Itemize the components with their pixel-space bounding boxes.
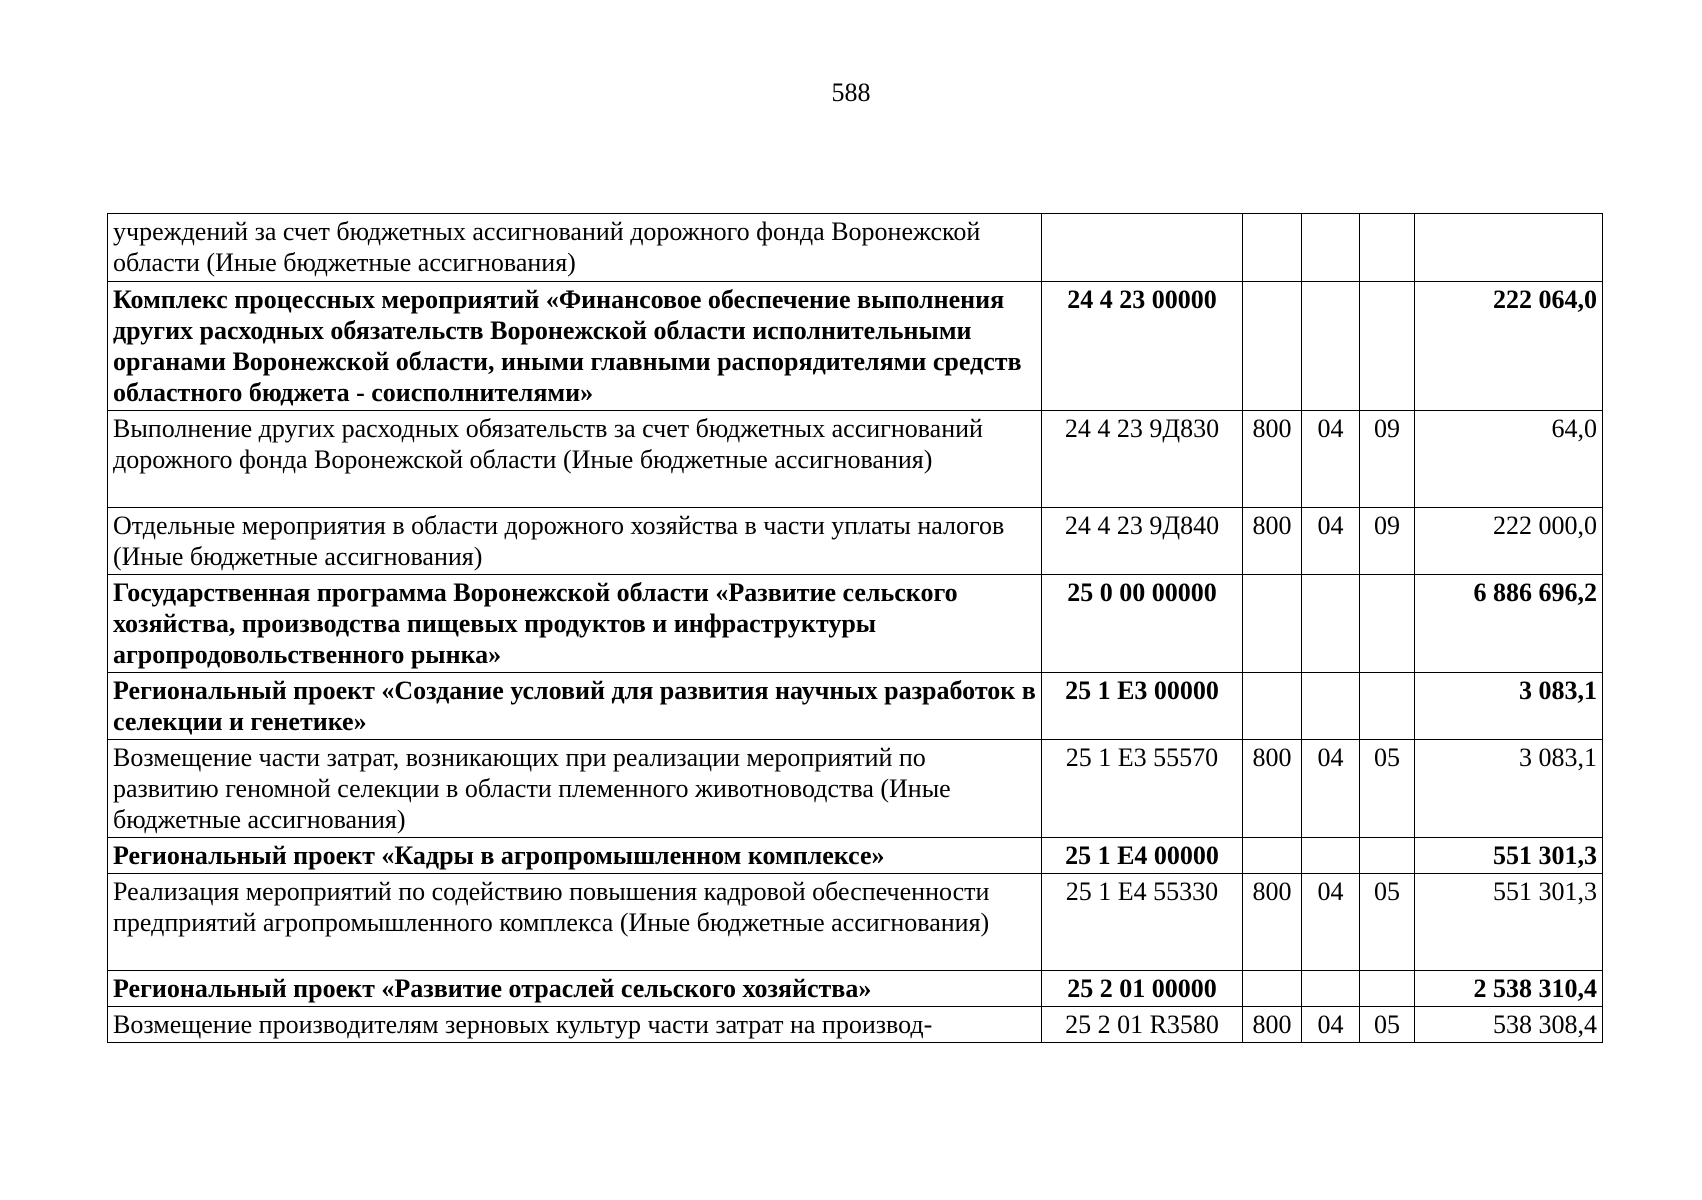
row-expense-type-cell: 800 [1243, 740, 1302, 838]
table-row [108, 740, 1603, 838]
row-section-cell: 04 [1302, 874, 1360, 971]
row-sum-cell: 538 308,4 [1415, 1007, 1603, 1043]
table-body [108, 214, 1603, 1043]
row-expense-type-cell: 800 [1243, 508, 1302, 575]
row-code-cell: 24 4 23 9Д840 [1042, 508, 1243, 575]
row-section-cell [1302, 971, 1360, 1007]
row-name-cell: Выполнение других расходных обязательств за счет бюджетных ассигнований дорожного фонда Воронежской области (Иные бюджетные ассигнования) [108, 411, 1042, 508]
table-row [108, 838, 1603, 874]
row-subsection-cell: 05 [1360, 874, 1415, 971]
table-row [108, 508, 1603, 575]
row-expense-type-cell: 800 [1243, 1007, 1302, 1043]
table-row [108, 411, 1603, 508]
row-code-cell: 25 2 01 00000 [1042, 971, 1243, 1007]
row-sum-cell: 3 083,1 [1415, 673, 1603, 740]
row-section-cell [1302, 214, 1360, 282]
row-subsection-cell: 09 [1360, 411, 1415, 508]
table-row [108, 673, 1603, 740]
row-code-cell: 25 2 01 R3580 [1042, 1007, 1243, 1043]
row-subsection-cell: 09 [1360, 508, 1415, 575]
page-number: 588 [831, 78, 871, 107]
row-code-cell: 25 1 Е4 55330 [1042, 874, 1243, 971]
row-subsection-cell: 05 [1360, 740, 1415, 838]
row-sum-cell: 222 000,0 [1415, 508, 1603, 575]
row-code-cell [1042, 214, 1243, 282]
row-sum-cell: 2 538 310,4 [1415, 971, 1603, 1007]
row-section-cell: 04 [1302, 740, 1360, 838]
table-row [108, 1007, 1603, 1043]
row-subsection-cell [1360, 971, 1415, 1007]
row-expense-type-cell [1243, 673, 1302, 740]
row-section-cell [1302, 673, 1360, 740]
row-code-cell: 25 1 Е3 55570 [1042, 740, 1243, 838]
row-expense-type-cell [1243, 214, 1302, 282]
row-expense-type-cell [1243, 838, 1302, 874]
table-row [108, 282, 1603, 411]
row-code-cell: 24 4 23 00000 [1042, 282, 1243, 411]
row-code-cell: 25 1 Е4 00000 [1042, 838, 1243, 874]
row-name-cell: Возмещение части затрат, возникающих при реализации мероприятий по развитию геномной селекции в области племенного животноводства (Иные бюджетные ассигнования) [108, 740, 1042, 838]
row-section-cell: 04 [1302, 508, 1360, 575]
budget-table [107, 213, 1603, 1043]
row-name-cell: Региональный проект «Развитие отраслей сельского хозяйства» [108, 971, 1042, 1007]
row-section-cell: 04 [1302, 1007, 1360, 1043]
row-expense-type-cell [1243, 575, 1302, 673]
table-row [108, 575, 1603, 673]
row-sum-cell: 6 886 696,2 [1415, 575, 1603, 673]
row-sum-cell [1415, 214, 1603, 282]
row-name-cell: Государственная программа Воронежской области «Развитие сельского хозяйства, производства пищевых продуктов и инфраструктуры агропродовольственного рынка» [108, 575, 1042, 673]
row-subsection-cell [1360, 214, 1415, 282]
row-expense-type-cell [1243, 971, 1302, 1007]
row-name-cell: Региональный проект «Кадры в агропромышленном комплексе» [108, 838, 1042, 874]
row-name-cell: Региональный проект «Создание условий для развития научных разработок в селекции и генетике» [108, 673, 1042, 740]
row-name-cell: Отдельные мероприятия в области дорожного хозяйства в части уплаты налогов (Иные бюджетные ассигнования) [108, 508, 1042, 575]
row-subsection-cell [1360, 838, 1415, 874]
row-subsection-cell [1360, 282, 1415, 411]
row-name-cell: Реализация мероприятий по содействию повышения кадровой обеспеченности предприятий агропромышленного комплекса (Иные бюджетные ассигнования) [108, 874, 1042, 971]
table-row [108, 214, 1603, 282]
row-section-cell [1302, 282, 1360, 411]
row-name-cell: Комплекс процессных мероприятий «Финансовое обеспечение выполнения других расходных обязательств Воронежской области исполнительными органами Воронежской области, иными главными распорядителями средств областного бюджета - соисполнителями» [108, 282, 1042, 411]
row-section-cell: 04 [1302, 411, 1360, 508]
row-subsection-cell [1360, 575, 1415, 673]
row-name-cell: Возмещение производителям зерновых культур части затрат на производ- [108, 1007, 1042, 1043]
row-sum-cell: 551 301,3 [1415, 838, 1603, 874]
row-sum-cell: 3 083,1 [1415, 740, 1603, 838]
row-name-cell: учреждений за счет бюджетных ассигнований дорожного фонда Воронежской области (Иные бюджетные ассигнования) [108, 214, 1042, 282]
row-expense-type-cell: 800 [1243, 411, 1302, 508]
table-row [108, 874, 1603, 971]
row-section-cell [1302, 838, 1360, 874]
row-sum-cell: 222 064,0 [1415, 282, 1603, 411]
row-section-cell [1302, 575, 1360, 673]
row-code-cell: 24 4 23 9Д830 [1042, 411, 1243, 508]
row-code-cell: 25 0 00 00000 [1042, 575, 1243, 673]
row-subsection-cell [1360, 673, 1415, 740]
row-code-cell: 25 1 Е3 00000 [1042, 673, 1243, 740]
row-sum-cell: 64,0 [1415, 411, 1603, 508]
table-row [108, 971, 1603, 1007]
row-expense-type-cell [1243, 282, 1302, 411]
row-subsection-cell: 05 [1360, 1007, 1415, 1043]
row-sum-cell: 551 301,3 [1415, 874, 1603, 971]
row-expense-type-cell: 800 [1243, 874, 1302, 971]
